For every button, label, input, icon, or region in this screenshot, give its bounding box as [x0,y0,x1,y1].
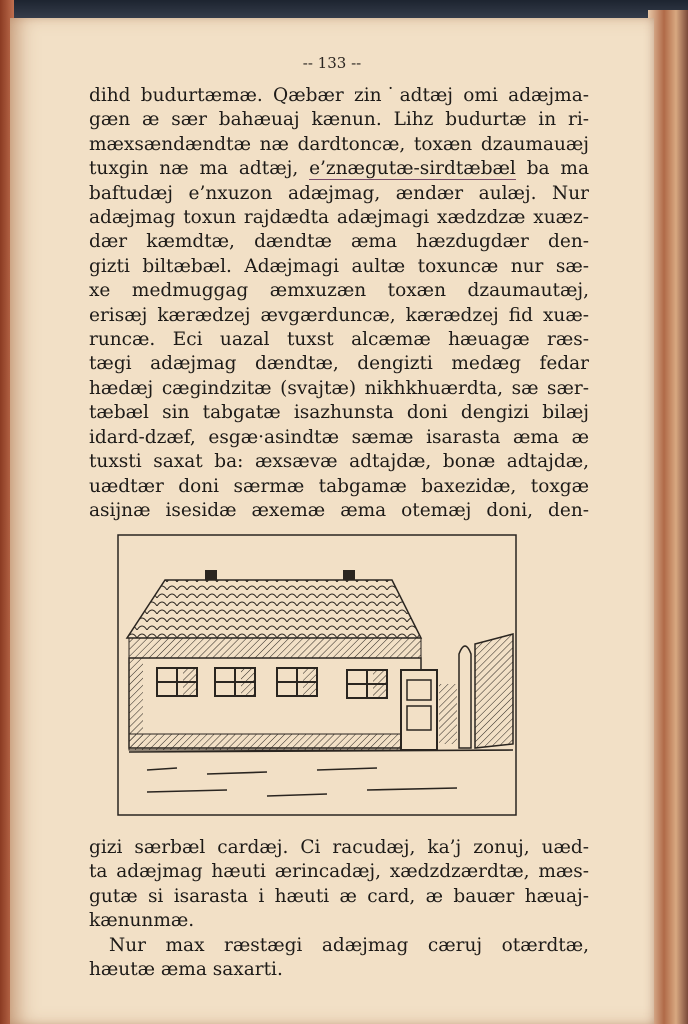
text-line: mæxsændændtæ næ dardtoncæ, toxæn dzaumauæj [89,133,589,155]
text-line: tægi adæjmag dændtæ, dengizti medæg fedar [89,353,589,375]
text-line: hædæj cægindzitæ (svajtæ) nikhkhuærdta, sæ sær- [89,377,589,399]
text-line [89,157,589,181]
text-line: asijnæ isesidæ æxemæ æma otemæj doni, den- [89,499,589,521]
page-edge [648,10,688,1024]
text-line: gutæ si isarasta i hæuti æ card, æ bauær hæuaj- [89,885,589,907]
gate-post [459,646,471,748]
text-line: kænunmæ. [89,910,195,932]
underlined-phrase: e’znægutæ-sirdtæbæl [309,158,516,180]
book-page [10,18,654,1024]
text-line: gizti biltæbæl. Adæjmagi aultæ toxuncæ nur sæ- [89,255,589,277]
text-line: runcæ. Eci uazal tuxst alcæmæ hæuagæ ræs- [89,329,589,351]
text-line: uædtær doni særmæ tabgamæ baxezidæ, toxgæ [89,475,589,497]
chimney [205,570,217,580]
text-segment: ba ma [515,158,589,180]
paragraph-top [89,84,589,523]
chimney [343,570,355,580]
house-illustration [117,534,517,816]
paragraph-bottom [89,836,589,982]
text-line: tuxsti saxat ba: æxsævæ adtajdæ, bonæ adtajdæ, [89,451,589,473]
house-base [129,734,421,750]
text-line: tæbæl sin tabgatæ isazhunsta doni dengizi bilæj [89,402,589,424]
text-line: xe medmuggag æmxuzæn toxæn dzaumautæj, [89,280,589,302]
text-line: gizi særbæl cardæj. Ci racudæj, ka’j zonuj, uæd- [89,837,589,858]
text-line: dihd budurtæmæ. Qæbær zin˙adtæj omi adæjma- [89,85,589,106]
gate [475,634,513,748]
text-line: idard-dzæf, esgæ·asindtæ sæmæ isarasta æma æ [89,426,589,448]
text-segment: tuxgin næ ma adtæj, [89,158,310,180]
roof [127,580,421,638]
text-line: adæjmag toxun rajdædta adæjmagi xædzdzæ xuæz- [89,207,589,229]
text-line: dær kæmdtæ, dændtæ æma hæzdugdær den- [89,231,589,253]
text-line: hæutæ æma saxarti. [89,959,283,981]
text-line: ta adæjmag hæuti ærincadæj, xædzdzærdtæ, mæs- [89,861,589,883]
text-line: erisæj kærædzej ævgærduncæ, kærædzej fid xuæ- [89,304,589,326]
text-line: gæn æ sær bahæuaj kænun. Lihz budurtæ in ri- [89,109,589,131]
page-number: -- 133 -- [302,54,362,72]
text-line: Nur max ræstægi adæjmag cæruj otærdtæ, [109,934,589,956]
text-line: baftudæj e’nxuzon adæjmag, ændær aulæj. Nur [89,182,589,204]
